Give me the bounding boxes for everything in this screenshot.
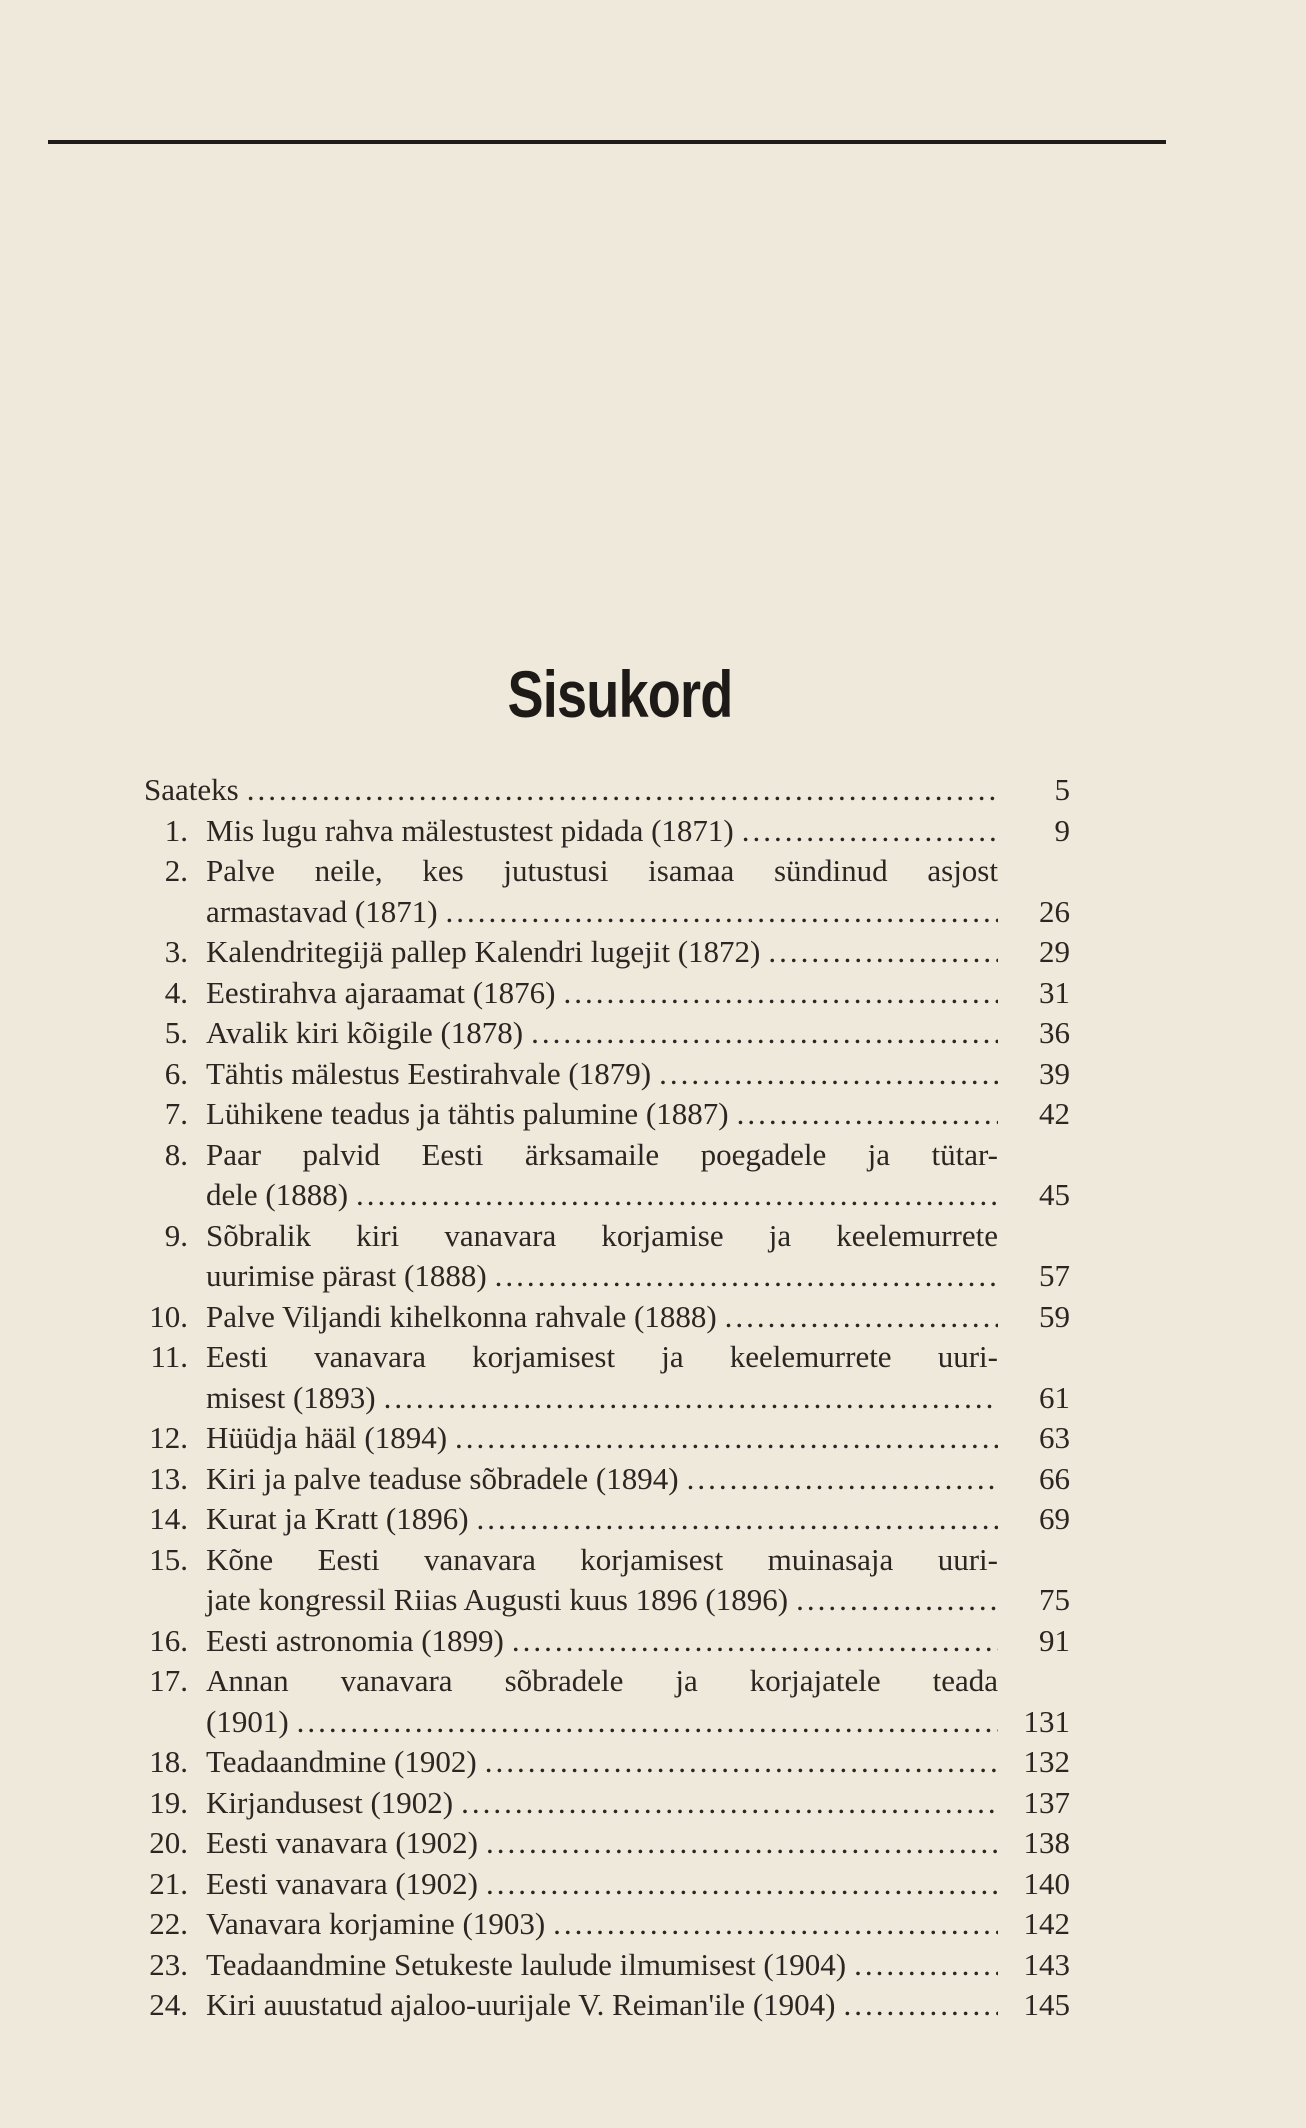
toc-entry-number: 20.	[149, 1825, 188, 1860]
toc-entry	[140, 1094, 1070, 1135]
toc-entry-number: 19.	[149, 1784, 188, 1820]
toc-entry-title-line: Sõbralik kiri vanavara korjamise ja keelemurrete	[206, 1217, 998, 1253]
toc-entry-title-line: Palve Viljandi kihelkonna rahvale (1888)	[206, 1298, 717, 1334]
toc-entry-number: 3.	[164, 934, 188, 969]
toc-entry-number: 2.	[164, 853, 188, 888]
toc-entry-page-number: 137	[1023, 1784, 1070, 1820]
toc-entry	[140, 770, 1070, 811]
toc-entry-page-number: 63	[1039, 1420, 1070, 1455]
toc-entry	[140, 1135, 1070, 1216]
toc-entry	[140, 1337, 1070, 1418]
toc-entry-number: 8.	[164, 1136, 188, 1172]
dot-leader	[477, 1499, 998, 1540]
toc-entry-page-number: 59	[1039, 1298, 1070, 1334]
toc-entry	[140, 1742, 1070, 1783]
toc-entry-title-line: jate kongressil Riias Augusti kuus 1896 (1896)	[206, 1582, 789, 1617]
dot-leader	[737, 1094, 998, 1135]
toc-entry-number: 23.	[149, 1946, 188, 1982]
toc-entry	[140, 1823, 1070, 1864]
toc-entry	[140, 1904, 1070, 1945]
toc-entry-page-number: 9	[1054, 812, 1070, 848]
toc-entry-title-line: Hüüdja hääl (1894)	[206, 1420, 448, 1455]
dot-leader	[486, 1823, 998, 1864]
toc-entry-number: 6.	[164, 1055, 188, 1091]
toc-entry-page-number: 29	[1039, 934, 1070, 969]
toc-entry-title-line: Eesti vanavara (1902)	[206, 1865, 478, 1901]
show-through-text	[48, 130, 1208, 550]
toc-entry-title-line: (1901)	[206, 1703, 289, 1739]
toc-entry-number: 1.	[164, 812, 188, 848]
dot-leader	[512, 1621, 998, 1662]
toc-entry-page-number: 75	[1039, 1582, 1070, 1617]
toc-entry-page-number: 142	[1023, 1906, 1070, 1941]
toc-entry-title-line: Mis lugu rahva mälestustest pidada (1871)	[206, 812, 734, 848]
toc-entry	[140, 1054, 1070, 1095]
toc-entry-number: 12.	[149, 1420, 188, 1455]
toc-entry-page-number: 131	[1023, 1703, 1070, 1739]
toc-entry	[140, 1661, 1070, 1742]
toc-entry-number: 13.	[149, 1460, 188, 1496]
dot-leader	[854, 1945, 998, 1986]
toc-entry-title-line: Kurat ja Kratt (1896)	[206, 1501, 469, 1536]
dot-leader	[687, 1459, 998, 1500]
toc-entry-title-line: Avalik kiri kõigile (1878)	[206, 1015, 524, 1050]
dot-leader	[725, 1297, 998, 1338]
toc-entry-number: 14.	[149, 1501, 188, 1536]
toc-entry-number: 9.	[164, 1217, 188, 1253]
toc-entry-page-number: 26	[1039, 893, 1070, 929]
toc-entry	[140, 932, 1070, 973]
toc-entry	[140, 1459, 1070, 1500]
toc-entry-page-number: 143	[1023, 1946, 1070, 1982]
toc-entry-number: 21.	[149, 1865, 188, 1901]
toc-entry	[140, 1540, 1070, 1621]
dot-leader	[495, 1256, 998, 1297]
page-title: Sisukord	[507, 657, 733, 731]
toc-entry-page-number: 61	[1039, 1379, 1070, 1415]
toc-entry-page-number: 91	[1039, 1622, 1070, 1658]
toc-entry-page-number: 36	[1039, 1015, 1070, 1050]
dot-leader	[768, 932, 998, 973]
dot-leader	[796, 1580, 998, 1621]
toc-entry-title-line: Annan vanavara sõbradele ja korjajatele teada	[206, 1663, 998, 1698]
toc-entry-page-number: 42	[1039, 1096, 1070, 1131]
dot-leader	[461, 1783, 998, 1824]
toc-entry-title-line: Eesti astronomia (1899)	[206, 1622, 504, 1658]
toc-entry	[140, 1418, 1070, 1459]
dot-leader	[485, 1742, 998, 1783]
toc-entry-number: 4.	[164, 974, 188, 1010]
toc-entry-title-line: Kirjandusest (1902)	[206, 1784, 454, 1820]
toc-entry-number: 16.	[149, 1622, 188, 1658]
toc-entry	[140, 851, 1070, 932]
toc-entry-title-line: armastavad (1871)	[206, 893, 438, 929]
dot-leader	[446, 892, 998, 933]
toc-entry-page-number: 145	[1023, 1987, 1070, 2022]
toc-entry-page-number: 66	[1039, 1460, 1070, 1496]
toc-entry-title-line: Paar palvid Eesti ärksamaile poegadele ja tütar-	[206, 1136, 998, 1172]
toc-entry	[140, 1783, 1070, 1824]
toc-entry-title-line: Kõne Eesti vanavara korjamisest muinasaja uuri-	[206, 1541, 998, 1577]
toc-entry-title-line: Kalendritegijä pallep Kalendri lugejit (1872)	[206, 934, 761, 969]
dot-leader	[486, 1864, 998, 1905]
toc-entry-page-number: 132	[1023, 1744, 1070, 1779]
toc-entry-number: 15.	[149, 1541, 188, 1577]
toc-entry-title-line: Palve neile, kes jutustusi isamaa sündinud asjost	[206, 853, 998, 888]
dot-leader	[384, 1378, 998, 1419]
top-rule	[48, 140, 1166, 144]
toc-entry-number: 7.	[164, 1096, 188, 1131]
toc-entry-title-line: uurimise pärast (1888)	[206, 1258, 487, 1293]
toc-entry-title-line: Kiri auustatud ajaloo-uurijale V. Reiman'ile (1904)	[206, 1987, 836, 2022]
toc-entry-title-line: Lühikene teadus ja tähtis palumine (1887)	[206, 1096, 729, 1131]
toc-entry-page-number: 138	[1023, 1825, 1070, 1860]
toc-entry-title-line: Eesti vanavara (1902)	[206, 1825, 478, 1860]
toc-entry-title-line: Teadaandmine (1902)	[206, 1744, 477, 1779]
toc-entry	[140, 1297, 1070, 1338]
dot-leader	[742, 811, 998, 852]
table-of-contents	[140, 770, 1070, 2026]
toc-entry-title-line: Kiri ja palve teaduse sõbradele (1894)	[206, 1460, 679, 1496]
dot-leader	[553, 1904, 998, 1945]
dot-leader	[659, 1054, 998, 1095]
toc-entry	[140, 1985, 1070, 2026]
toc-entry-number: 10.	[149, 1298, 188, 1334]
toc-entry-number: 17.	[149, 1663, 188, 1698]
dot-leader	[563, 973, 998, 1014]
toc-entry-page-number: 39	[1039, 1055, 1070, 1091]
toc-entry-number: 18.	[149, 1744, 188, 1779]
toc-entry-number: 22.	[149, 1906, 188, 1941]
toc-entry-title-line: Saateks	[144, 772, 239, 807]
toc-entry-title-line: Eestirahva ajaraamat (1876)	[206, 974, 556, 1010]
toc-entry	[140, 1216, 1070, 1297]
toc-entry	[140, 811, 1070, 852]
toc-entry-title-line: Vanavara korjamine (1903)	[206, 1906, 546, 1941]
toc-entry	[140, 1864, 1070, 1905]
dot-leader	[531, 1013, 998, 1054]
toc-entry	[140, 1013, 1070, 1054]
toc-entry-page-number: 45	[1039, 1177, 1070, 1212]
dot-leader	[843, 1985, 998, 2026]
toc-entry-title-line: Tähtis mälestus Eestirahvale (1879)	[206, 1055, 652, 1091]
toc-entry-title-line: Teadaandmine Setukeste laulude ilmumisest (1904)	[206, 1946, 847, 1982]
toc-entry-page-number: 31	[1039, 974, 1070, 1010]
toc-entry-number: 11.	[150, 1339, 188, 1374]
toc-entry-page-number: 69	[1039, 1501, 1070, 1536]
toc-entry-page-number: 5	[1054, 772, 1070, 807]
toc-entry-number: 24.	[149, 1987, 188, 2022]
toc-entry-title-line: misest (1893)	[206, 1379, 376, 1415]
dot-leader	[247, 770, 998, 811]
dot-leader	[455, 1418, 998, 1459]
toc-entry	[140, 1621, 1070, 1662]
toc-entry-page-number: 140	[1023, 1865, 1070, 1901]
toc-entry	[140, 973, 1070, 1014]
dot-leader	[356, 1175, 998, 1216]
toc-entry-title-line: dele (1888)	[206, 1177, 349, 1212]
toc-entry-number: 5.	[164, 1015, 188, 1050]
toc-entry	[140, 1945, 1070, 1986]
toc-entry-title-line: Eesti vanavara korjamisest ja keelemurrete uuri-	[206, 1339, 998, 1374]
toc-entry	[140, 1499, 1070, 1540]
dot-leader	[297, 1702, 998, 1743]
toc-entry-page-number: 57	[1039, 1258, 1070, 1293]
